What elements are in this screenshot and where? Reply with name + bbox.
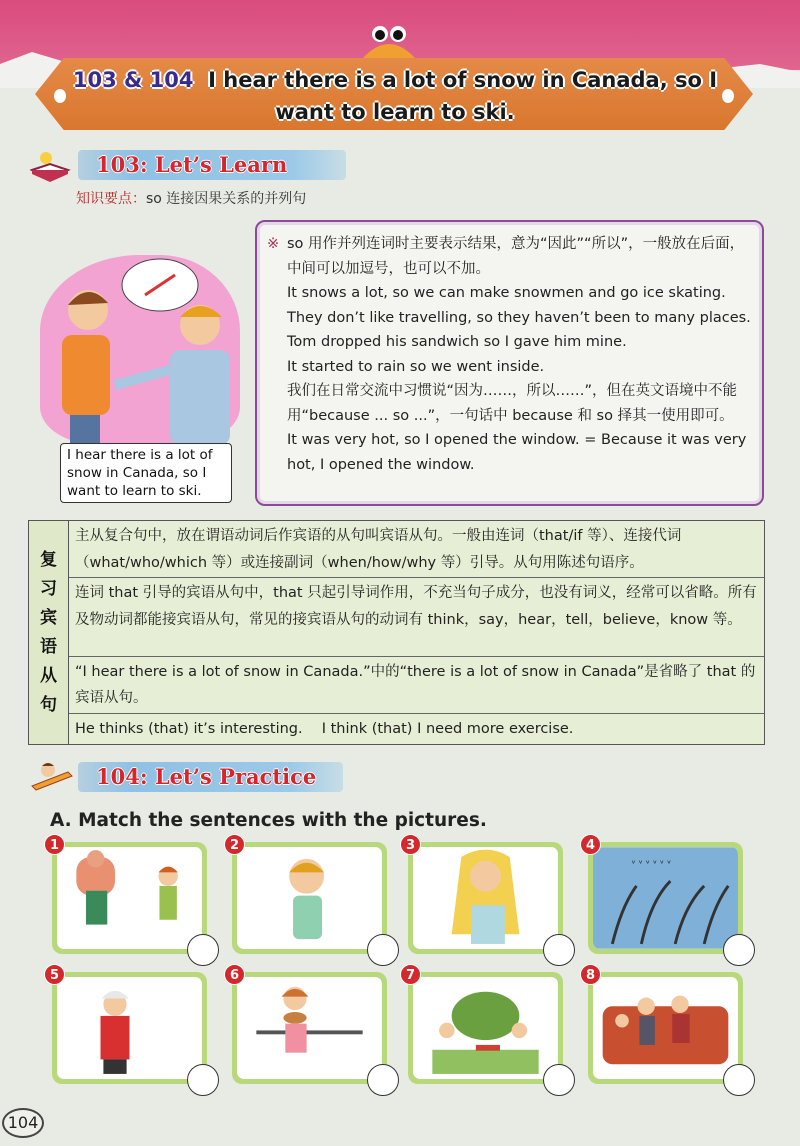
explanation-box xyxy=(255,220,764,506)
picture-card-4 xyxy=(585,838,743,954)
banner-hole xyxy=(54,89,66,103)
example-sentence: Tom dropped his sandwich so I gave him mine. xyxy=(287,334,627,350)
table-row: He thinks (that) it’s interesting. I think (that) I need more exercise. xyxy=(75,720,574,737)
example-sentence: They don’t like travelling, so they haven’t been to many places. xyxy=(287,309,751,326)
section-header-practice xyxy=(78,762,343,792)
girl-eating-burger-image xyxy=(237,977,382,1079)
book-lightbulb-icon xyxy=(30,150,72,182)
note-mark: ※ xyxy=(267,236,280,252)
picture-card-3 xyxy=(405,838,563,954)
key-point-text: so 连接因果关系的并列句 xyxy=(146,191,307,207)
label-char: 句 xyxy=(40,694,57,715)
picture-boy-thinking xyxy=(237,847,382,949)
picture-number: 8 xyxy=(580,964,601,985)
birds-over-reeds-image xyxy=(593,847,738,949)
review-table-label xyxy=(29,521,69,744)
answer-circle[interactable] xyxy=(543,934,575,966)
answer-circle[interactable] xyxy=(723,934,755,966)
page-number: 104 xyxy=(2,1108,44,1138)
picture-number: 1 xyxy=(44,834,65,855)
example-sentence: It was very hot, so I opened the window. = Because it was very hot, I opened the window. xyxy=(287,432,747,473)
picture-birds-over-reeds xyxy=(593,847,738,949)
title-line-2: want to learn to ski. xyxy=(275,100,515,124)
firefighter-image xyxy=(57,977,202,1079)
picture-card-1 xyxy=(49,838,207,954)
picture-firefighter xyxy=(57,977,202,1079)
table-row: 连词 that 引导的宾语从句中，that 只起引导词作用，不充当句子成分，也没有词义，经常可以省略。所有及物动词都能接宾语从句，常见的接宾语从句的动词有 think，say，hear，tell，believe，know 等。 xyxy=(69,578,764,657)
svg-text:ᵛ ᵛ ᵛ ᵛ ᵛ ᵛ: ᵛ ᵛ ᵛ ᵛ ᵛ ᵛ xyxy=(631,858,672,870)
lesson-numbers: 103 & 104 xyxy=(72,68,194,92)
answer-circle[interactable] xyxy=(367,934,399,966)
answer-circle[interactable] xyxy=(367,1064,399,1096)
page-title xyxy=(70,64,720,128)
picture-number: 4 xyxy=(580,834,601,855)
picture-card-7 xyxy=(405,968,563,1084)
cartoon-illustration xyxy=(40,255,240,445)
family-on-sofa-image xyxy=(593,977,738,1079)
picture-number: 2 xyxy=(224,834,245,855)
table-row: “I hear there is a lot of snow in Canada.”中的“there is a lot of snow in Canada”是省略了 that 的宾语从句。 xyxy=(69,657,764,714)
picture-strong-man-and-boy xyxy=(57,847,202,949)
label-char: 语 xyxy=(40,636,57,657)
picture-number: 3 xyxy=(400,834,421,855)
section-title: 104: Let’s Practice xyxy=(96,764,317,789)
answer-circle[interactable] xyxy=(543,1064,575,1096)
table-row: 主从复合句中，放在谓语动词后作宾语的从句叫宾语从句。一般由连词（that/if 等）、连接代词（what/who/which 等）或连接副词（when/how/why 等）引导。从句用陈述句语序。 xyxy=(69,521,764,578)
picture-family-on-sofa xyxy=(593,977,738,1079)
boy-thinking-image xyxy=(237,847,382,949)
example-sentence: It started to rain so we went inside. xyxy=(287,358,545,375)
picture-number: 5 xyxy=(44,964,65,985)
section-header-learn xyxy=(78,150,346,180)
picture-card-6 xyxy=(229,968,387,1084)
label-char: 习 xyxy=(40,578,57,599)
banner-hole xyxy=(722,89,734,103)
label-char: 从 xyxy=(40,665,57,686)
picture-card-5 xyxy=(49,968,207,1084)
picture-number: 7 xyxy=(400,964,421,985)
picture-girl-eating-burger xyxy=(237,977,382,1079)
key-point-label: 知识要点： xyxy=(76,191,146,207)
picture-kids-picnic xyxy=(413,977,558,1079)
picture-card-2 xyxy=(229,838,387,954)
label-char: 宾 xyxy=(40,607,57,628)
note-text: 我们在日常交流中习惯说“因为……，所以……”，但在英文语境中不能用“because ... so ...”，一句话中 because 和 so 择其一使用即可。 xyxy=(287,383,738,424)
girl-headache-image xyxy=(413,847,558,949)
note-text: so 用作并列连词时主要表示结果，意为“因此”“所以”，一般放在后面，中间可以加逗号，也可以不加。 xyxy=(287,236,745,277)
answer-circle[interactable] xyxy=(723,1064,755,1096)
strong-man-and-boy-image xyxy=(57,847,202,949)
kids-picnic-image xyxy=(413,977,558,1079)
key-point xyxy=(76,188,306,208)
picture-card-8 xyxy=(585,968,743,1084)
label-char: 复 xyxy=(40,549,57,570)
exercise-instruction: A. Match the sentences with the pictures. xyxy=(50,810,487,831)
title-line-1: I hear there is a lot of snow in Canada, so I xyxy=(208,68,718,92)
section-title: 103: Let’s Learn xyxy=(96,152,288,177)
review-table xyxy=(28,520,765,745)
example-sentence: It snows a lot, so we can make snowmen and go ice skating. xyxy=(287,285,726,301)
answer-circle[interactable] xyxy=(187,934,219,966)
answer-circle[interactable] xyxy=(187,1064,219,1096)
pencil-kid-icon xyxy=(30,760,75,794)
illustration-caption: I hear there is a lot of snow in Canada, so I want to learn to ski. xyxy=(60,443,232,503)
picture-number: 6 xyxy=(224,964,245,985)
picture-girl-headache xyxy=(413,847,558,949)
two-boys-talking-image xyxy=(40,255,240,445)
